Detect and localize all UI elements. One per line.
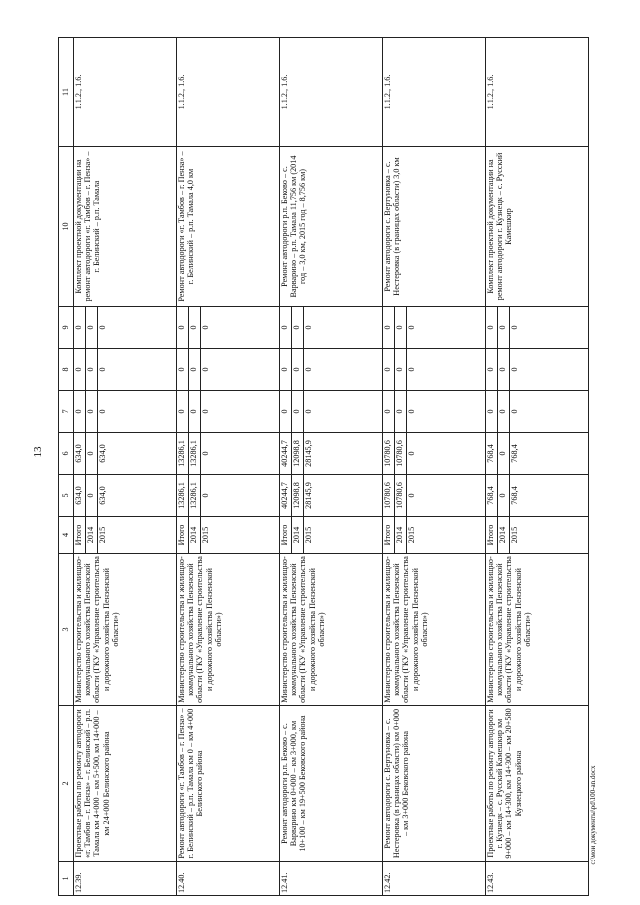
row-number: 12.40. bbox=[177, 862, 280, 896]
table-row bbox=[486, 38, 498, 896]
amount-cell: 0 bbox=[383, 391, 395, 433]
amount-cell: 0 bbox=[292, 391, 304, 433]
amount-cell: 0 bbox=[383, 307, 395, 349]
executor-name: Министерство строительства и жилищно-коммунального хозяйства Пензенской области (ГКУ «Управление строительства и дорожного хозяйства Пензенской области») bbox=[383, 554, 486, 706]
amount-cell: 0 bbox=[304, 307, 383, 349]
amount-cell: 10780,6 bbox=[395, 433, 407, 475]
amount-cell: 0 bbox=[304, 349, 383, 391]
amount-cell: 0 bbox=[86, 349, 98, 391]
table-body bbox=[59, 38, 589, 896]
header-cell: 10 bbox=[59, 147, 74, 307]
amount-cell: 0 bbox=[280, 307, 292, 349]
amount-cell: 0 bbox=[189, 391, 201, 433]
amount-cell: 634,0 bbox=[74, 433, 86, 475]
year-cell: Итого bbox=[74, 517, 86, 554]
amount-cell: 10780,6 bbox=[395, 475, 407, 517]
amount-cell: 0 bbox=[74, 307, 86, 349]
program-table bbox=[58, 37, 589, 896]
amount-cell: 0 bbox=[177, 307, 189, 349]
reference-codes: 1.1.2., 1.6. bbox=[280, 38, 383, 147]
amount-cell: 12098,8 bbox=[292, 475, 304, 517]
amount-cell: 0 bbox=[74, 391, 86, 433]
amount-cell: 0 bbox=[498, 307, 510, 349]
amount-cell: 0 bbox=[189, 307, 201, 349]
amount-cell: 0 bbox=[510, 307, 589, 349]
year-cell: 2015 bbox=[201, 517, 280, 554]
amount-cell: 40244,7 bbox=[280, 475, 292, 517]
amount-cell: 10780,6 bbox=[383, 433, 395, 475]
header-cell: 3 bbox=[59, 554, 74, 706]
executor-name: Министерство строительства и жилищно-коммунального хозяйства Пензенской области (ГКУ «Управление строительства и дорожного хозяйства Пензенской области») bbox=[280, 554, 383, 706]
table-row bbox=[177, 38, 189, 896]
amount-cell: 0 bbox=[86, 433, 98, 475]
header-cell: 11 bbox=[59, 38, 74, 147]
amount-cell: 0 bbox=[395, 349, 407, 391]
amount-cell: 0 bbox=[498, 391, 510, 433]
year-cell: Итого bbox=[177, 517, 189, 554]
amount-cell: 0 bbox=[510, 391, 589, 433]
row-number: 12.43. bbox=[486, 862, 589, 896]
amount-cell: 0 bbox=[177, 391, 189, 433]
amount-cell: 0 bbox=[177, 349, 189, 391]
amount-cell: 0 bbox=[86, 391, 98, 433]
reference-codes: 1.1.2., 1.6. bbox=[74, 38, 177, 147]
header-cell: 4 bbox=[59, 517, 74, 554]
amount-cell: 0 bbox=[201, 475, 280, 517]
amount-cell: 634,0 bbox=[74, 475, 86, 517]
amount-cell: 0 bbox=[280, 391, 292, 433]
amount-cell: 768,4 bbox=[510, 433, 589, 475]
amount-cell: 0 bbox=[407, 433, 486, 475]
file-path-footer: c:\мои документы\pd\100-an.docx bbox=[589, 765, 597, 865]
amount-cell: 634,0 bbox=[98, 475, 177, 517]
row-number: 12.42. bbox=[383, 862, 486, 896]
year-cell: Итого bbox=[486, 517, 498, 554]
event-name: Ремонт автодороги с. Вертуновка – с. Нестеровка (в границах области) км 0+000 – км 3+000 Бековского района bbox=[383, 706, 486, 862]
amount-cell: 0 bbox=[395, 391, 407, 433]
amount-cell: 0 bbox=[498, 433, 510, 475]
amount-cell: 0 bbox=[189, 349, 201, 391]
table-row bbox=[383, 38, 395, 896]
row-number: 12.41. bbox=[280, 862, 383, 896]
amount-cell: 10780,6 bbox=[383, 475, 395, 517]
header-cell: 2 bbox=[59, 706, 74, 862]
reference-codes: 1.1.2., 1.6. bbox=[177, 38, 280, 147]
amount-cell: 13286,1 bbox=[177, 475, 189, 517]
amount-cell: 0 bbox=[98, 391, 177, 433]
executor-name: Министерство строительства и жилищно-коммунального хозяйства Пензенской области (ГКУ «Управление строительства и дорожного хозяйства Пензенской области») bbox=[486, 554, 589, 706]
amount-cell: 0 bbox=[498, 349, 510, 391]
header-cell: 6 bbox=[59, 433, 74, 475]
amount-cell: 0 bbox=[280, 349, 292, 391]
rotated-table-wrapper bbox=[58, 38, 578, 896]
year-cell: 2014 bbox=[292, 517, 304, 554]
event-name: Ремонт автодороги р.п. Беково – с. Варварино км 0+000 – км 3+000, км 10+100 – км 19+500 Бековского района bbox=[280, 706, 383, 862]
table-row bbox=[280, 38, 292, 896]
header-cell: 5 bbox=[59, 475, 74, 517]
year-cell: 2014 bbox=[189, 517, 201, 554]
result-text: Ремонт автодороги р.п. Беково – с. Варварино – р.п. Тамала 11,756 км (2014 год – 3,0 км, 2015 год – 8,756 км) bbox=[280, 147, 383, 307]
result-text: Комплект проектной документации на ремонт автодороги «г. Тамбов – г. Пенза» – г. Белинский – р.п. Тамала bbox=[74, 147, 177, 307]
result-text: Ремонт автодороги с. Вертуновка – с. Нестеровка (в границах области) 3,0 км bbox=[383, 147, 486, 307]
amount-cell: 28145,9 bbox=[304, 433, 383, 475]
amount-cell: 0 bbox=[486, 307, 498, 349]
result-text: Комплект проектной документации на ремонт автодороги г. Кузнецк – с. Русский Камешкир bbox=[486, 147, 589, 307]
amount-cell: 0 bbox=[201, 349, 280, 391]
event-name: Проектные работы по ремонту автодороги «г. Тамбов – г. Пенза» – г. Белинский – р.п. Тамала км 4+000 – км 5+500, км 14+000 – км 24+000 Белинского района bbox=[74, 706, 177, 862]
year-cell: 2015 bbox=[98, 517, 177, 554]
header-cell: 7 bbox=[59, 391, 74, 433]
amount-cell: 634,0 bbox=[98, 433, 177, 475]
year-cell: 2014 bbox=[498, 517, 510, 554]
reference-codes: 1.1.2., 1.6. bbox=[383, 38, 486, 147]
amount-cell: 0 bbox=[498, 475, 510, 517]
page-number: 13 bbox=[32, 446, 44, 458]
amount-cell: 0 bbox=[292, 307, 304, 349]
amount-cell: 28145,9 bbox=[304, 475, 383, 517]
amount-cell: 0 bbox=[407, 307, 486, 349]
result-text: Ремонт автодороги «г. Тамбов – г. Пенза» – г. Белинский – р.п. Тамала 4,0 км bbox=[177, 147, 280, 307]
amount-cell: 0 bbox=[383, 349, 395, 391]
amount-cell: 768,4 bbox=[510, 475, 589, 517]
amount-cell: 0 bbox=[86, 475, 98, 517]
amount-cell: 0 bbox=[304, 391, 383, 433]
header-row bbox=[59, 38, 74, 896]
amount-cell: 0 bbox=[201, 433, 280, 475]
year-cell: 2014 bbox=[395, 517, 407, 554]
amount-cell: 768,4 bbox=[486, 475, 498, 517]
amount-cell: 0 bbox=[395, 307, 407, 349]
header-cell: 8 bbox=[59, 349, 74, 391]
table-row bbox=[74, 38, 86, 896]
row-number: 12.39. bbox=[74, 862, 177, 896]
amount-cell: 12098,8 bbox=[292, 433, 304, 475]
year-cell: 2014 bbox=[86, 517, 98, 554]
amount-cell: 0 bbox=[510, 349, 589, 391]
amount-cell: 13286,1 bbox=[189, 433, 201, 475]
year-cell: 2015 bbox=[304, 517, 383, 554]
year-cell: 2015 bbox=[407, 517, 486, 554]
amount-cell: 0 bbox=[86, 307, 98, 349]
amount-cell: 0 bbox=[201, 391, 280, 433]
amount-cell: 0 bbox=[407, 349, 486, 391]
event-name: Ремонт автодороги «г. Тамбов – г. Пенза» – г. Белинский – р.п. Тамала км 0 – км 4+000 Белинского района bbox=[177, 706, 280, 862]
amount-cell: 0 bbox=[292, 349, 304, 391]
amount-cell: 768,4 bbox=[486, 433, 498, 475]
amount-cell: 13286,1 bbox=[189, 475, 201, 517]
amount-cell: 0 bbox=[486, 349, 498, 391]
amount-cell: 0 bbox=[486, 391, 498, 433]
amount-cell: 40244,7 bbox=[280, 433, 292, 475]
amount-cell: 0 bbox=[201, 307, 280, 349]
amount-cell: 0 bbox=[74, 349, 86, 391]
executor-name: Министерство строительства и жилищно-коммунального хозяйства Пензенской области (ГКУ «Управление строительства и дорожного хозяйства Пензенской области») bbox=[177, 554, 280, 706]
amount-cell: 13286,1 bbox=[177, 433, 189, 475]
year-cell: Итого bbox=[280, 517, 292, 554]
amount-cell: 0 bbox=[98, 349, 177, 391]
year-cell: Итого bbox=[383, 517, 395, 554]
executor-name: Министерство строительства и жилищно-коммунального хозяйства Пензенской области (ГКУ «Управление строительства и дорожного хозяйства Пензенской области») bbox=[74, 554, 177, 706]
header-cell: 9 bbox=[59, 307, 74, 349]
amount-cell: 0 bbox=[407, 475, 486, 517]
reference-codes: 1.1.2., 1.6. bbox=[486, 38, 589, 147]
amount-cell: 0 bbox=[98, 307, 177, 349]
amount-cell: 0 bbox=[407, 391, 486, 433]
year-cell: 2015 bbox=[510, 517, 589, 554]
header-cell: 1 bbox=[59, 862, 74, 896]
event-name: Проектные работы по ремонту автодороги г. Кузнецк – с. Русский Камешкир км 9+000 – км 14+300, км 14+300 – км 20+580 Кузнецкого района bbox=[486, 706, 589, 862]
